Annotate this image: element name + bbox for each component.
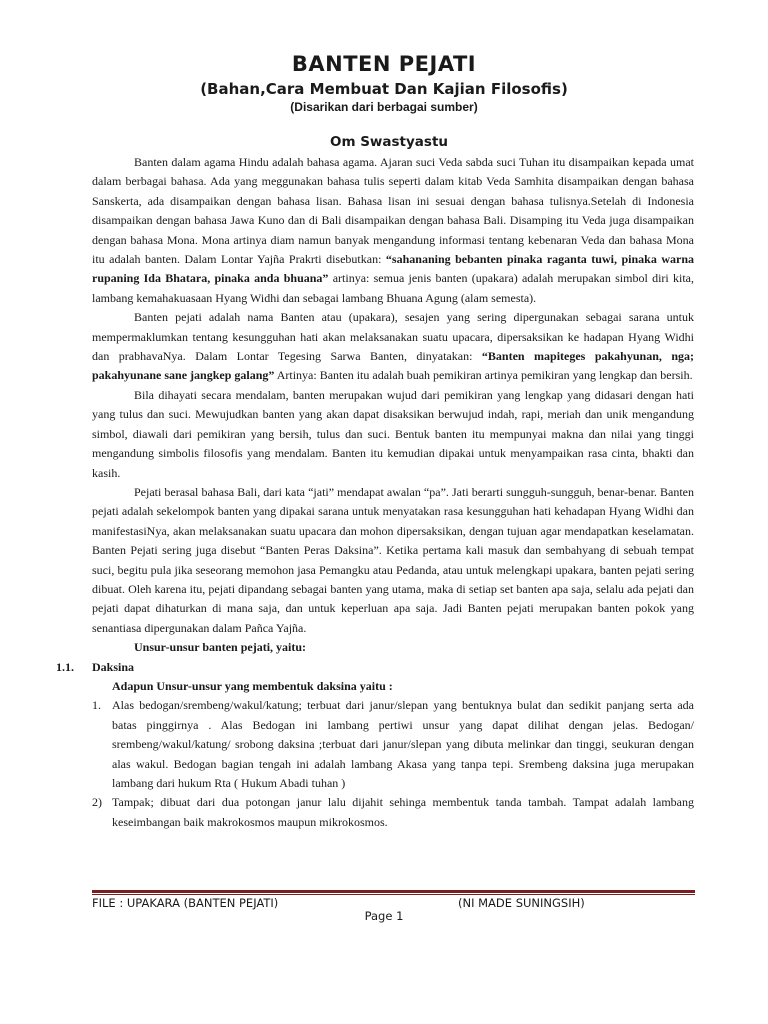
elements-list xyxy=(92,696,694,832)
list-item-text: Alas bedogan/srembeng/wakul/katung; terbuat dari janur/slepan yang bentuknya bulat dan sedikit panjang serta ada batas pinggirnya . Alas Bedogan ini lambang pertiwi unsur yang dapat dilihat dengan jelas. Bedogan/ srembeng/wakul/katung/ srobong daksina ;terbuat dari janur/slepan yang dibuta melinkar dan tinggi, seukuran dengan alas wakul. Bedogan bagian tengah ini adalah lambang Akasa yang tanpa tepi. Srembeng daksina juga merupakan lambang dari hukum Rta ( Hukum Abadi tuhan ) xyxy=(112,698,694,790)
paragraph-1 xyxy=(92,153,694,308)
footer-rule-thin xyxy=(92,894,695,895)
footer-rule-thick xyxy=(92,890,695,893)
section-heading xyxy=(56,658,694,677)
source-note: (Disarikan dari berbagai sumber) xyxy=(290,100,478,114)
list-item xyxy=(92,696,694,793)
greeting: Om Swastyastu xyxy=(329,134,449,150)
list-marker: 1. xyxy=(92,698,101,713)
paragraph-2-text-b: Artinya: Banten itu adalah buah pemikiran artinya pemikiran yang lengkap dan bersih. xyxy=(274,368,693,383)
footer-author: (NI MADE SUNINGSIH) xyxy=(458,896,585,910)
page-number: Page 1 xyxy=(364,909,404,923)
list-item-text: Tampak; dibuat dari dua potongan janur lalu dijahit sehinga membentuk tanda tambah. Tampat adalah lambang keseimbangan baik makrokosmos maupun mikrokosmos. xyxy=(112,795,694,829)
section-number: 1.1. xyxy=(56,659,74,674)
section-intro: Unsur-unsur banten pejati, yaitu: xyxy=(134,640,307,655)
paragraph-4: Pejati berasal bahasa Bali, dari kata “jati” mendapat awalan “pa”. Jati berarti sungguh-sungguh, benar-benar. Banten pejati adalah sekelompok banten yang dipakai sarana untuk menyatakan rasa kesungguhan hati kehadapan Hyang Widhi dan manifestasiNya, akan melaksanakan suatu upacara dan mohon dipersaksikan, dengan tujuan agar mendapatkan keselamatan. Banten Pejati sering juga disebut “Banten Peras Daksina”. Ketika pertama kali masuk dan sembahyang di sebuah tempat suci, begitu pula jika seseorang memohon jasa Pemangku atau Pedanda, atau untuk melengkapi upakara, banten pejati sering dibuat. Oleh karena itu, pejati dipandang sebagai banten yang utama, maka di setiap set banten apa saja, selalu ada pejati dan pejati dapat dihaturkan di mana saja, dan untuk keperluan apa saja. Jadi Banten pejati merupakan banten pokok yang senantiasa dipergunakan dalam Pañca Yajña. xyxy=(92,484,694,635)
paragraph-1-text-a: Banten dalam agama Hindu adalah bahasa agama. Ajaran suci Veda sabda suci Tuhan itu disampaikan kepada umat dalam berbagai bahasa. Ada yang meggunakan bahasa tulis seperti dalam kitab Veda Samhita disampaikan dengan bahasa Sanskerta, ada disampaikan dengan bahasa lisan. Bahasa lisan ini sesuai dengan bahasa tulisnya.Setelah di Indonesia disampaikan dengan bahasa Jawa Kuno dan di Bali disampaikan dengan bahasa Bali. Disamping itu Veda juga disampaikan dengan bahasa Mona. Mona artinya diam namun banyak mengandung informasi tentang kebenaran Veda dan bahasa Mona itu adalah banten. Dalam Lontar Yajña Prakrti disebutkan: xyxy=(92,155,694,267)
paragraph-2 xyxy=(92,308,694,386)
paragraph-3: Bila dihayati secara mendalam, banten merupakan wujud dari pemikiran yang lengkap yang didasari dengan hati yang tulus dan suci. Mewujudkan banten yang akan dapat disaksikan berwujud indah, rapi, meriah dan unik mengandung simbol, diawali dari pemikiran yang bersih, tulus dan suci. Bentuk banten itu mempunyai makna dan nilai yang tinggi mengandung simbolis filosofis yang mendalam. Banten itu kemudian dipakai untuk menyampaikan rasa cinta, bhakti dan kasih. xyxy=(92,387,694,480)
document-body xyxy=(56,153,694,832)
list-item xyxy=(92,793,694,832)
footer-file: FILE : UPAKARA (BANTEN PEJATI) xyxy=(92,896,279,910)
paragraph-2-quote: “Banten mapiteges pakahyunan, nga; pakahyunane sane jangkep galang” xyxy=(92,349,694,383)
document-subtitle: (Bahan,Cara Membuat Dan Kajian Filosofis) xyxy=(200,80,568,98)
subsection-heading: Adapun Unsur-unsur yang membentuk daksina yaitu : xyxy=(112,678,393,693)
section-name: Daksina xyxy=(92,659,135,674)
list-marker: 2) xyxy=(92,795,102,810)
paragraph-1-text-b: artinya: semua jenis banten (upakara) adalah merupakan simbol diri kita, lambang kemahakuasaan Hyang Widhi dan sebagai lambang Bhuana Agung (alam semesta). xyxy=(92,271,694,305)
paragraph-2-text-a: Banten pejati adalah nama Banten atau (upakara), sesajen yang sering dipergunakan sebagai sarana untuk mempermaklumkan tentang kesungguhan hati akan melaksanakan suatu upacara, dipersaksikan ke hadapan Hyang Widhi dan prabhavaNya. Dalam Lontar Tegesing Sarwa Banten, dinyatakan: xyxy=(92,310,694,364)
document-title: BANTEN PEJATI xyxy=(291,52,477,76)
paragraph-1-quote: “sahananing bebanten pinaka raganta tuwi, pinaka warna rupaning Ida Bhatara, pinaka anda bhuana” xyxy=(92,252,694,286)
